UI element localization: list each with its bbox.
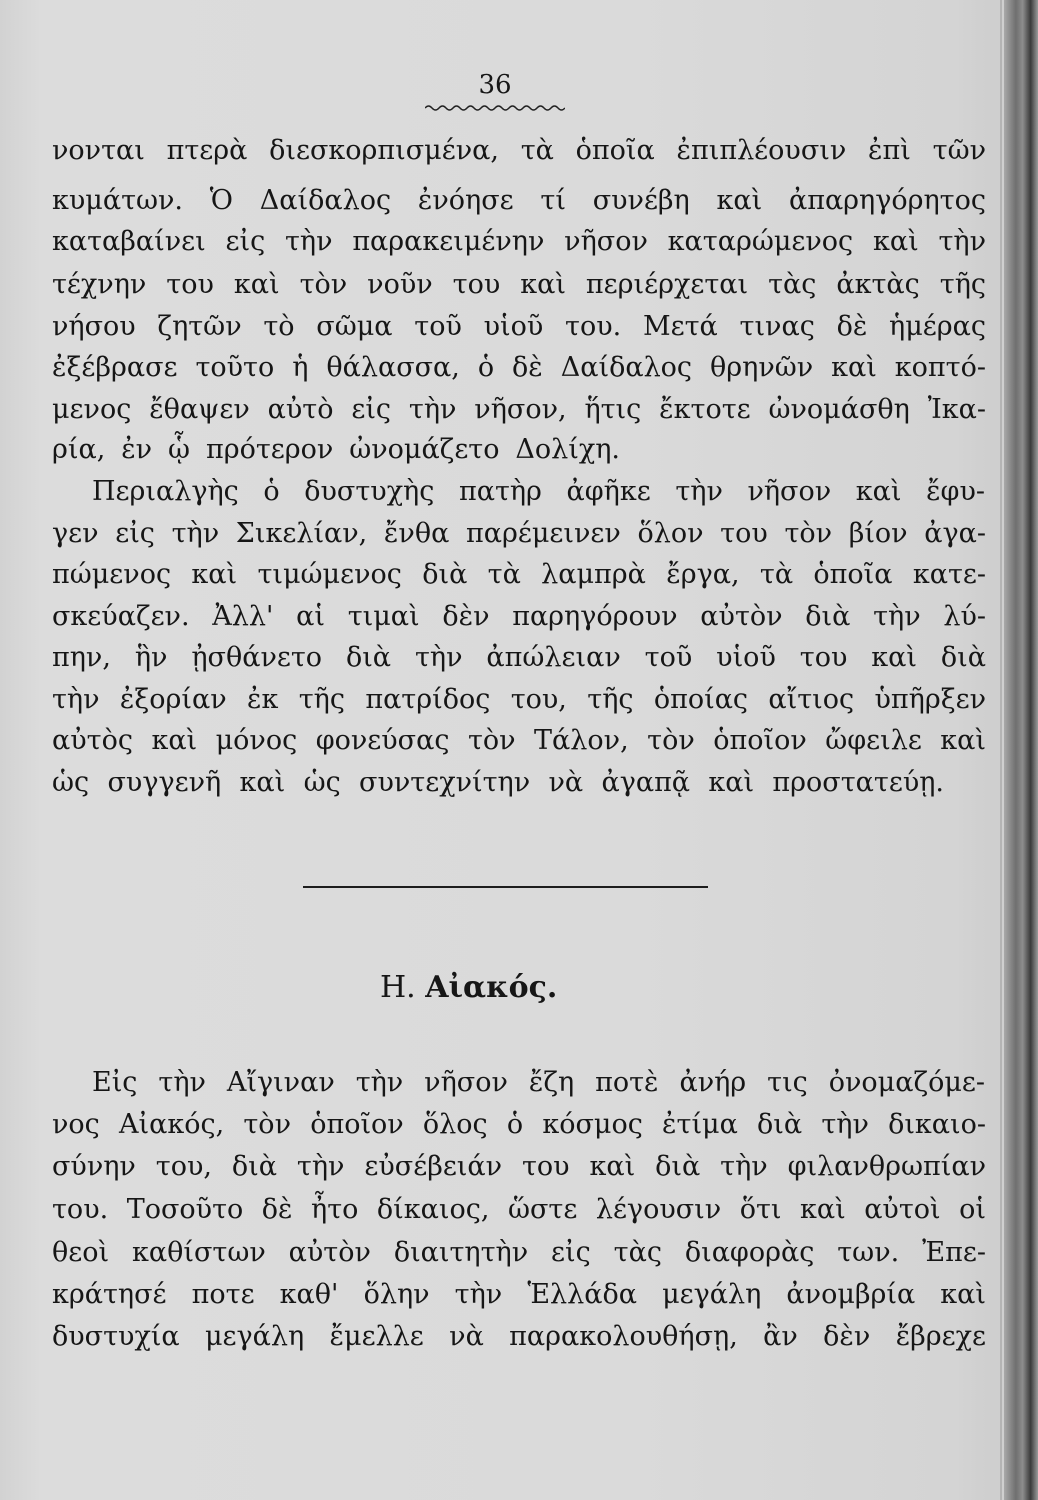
text-line: καταβαίνει εἰς τὴν παρακειμένην νῆσον καταρώμενος καὶ τὴν [52,226,986,257]
page-edge-line [1000,0,1002,1500]
text-line: του. Τοσοῦτο δὲ ἦτο δίκαιος, ὥστε λέγουσιν ὅτι καὶ αὐτοὶ οἱ [52,1194,986,1225]
text-line: μενος ἔθαψεν αὐτὸ εἰς τὴν νῆσον, ἥτις ἔκτοτε ὠνομάσθη Ἰκα- [52,394,986,425]
text-line: Εἰς τὴν Αἴγιναν τὴν νῆσον ἔζη ποτὲ ἀνήρ τις ὀνομαζόμε- [92,1067,985,1098]
text-line: νος Αἰακός, τὸν ὁποῖον ὅλος ὁ κόσμος ἐτίμα διὰ τὴν δικαιο- [52,1109,986,1140]
text-line: ὡς συγγενῆ καὶ ὡς συντεχνίτην νὰ ἀγαπᾷ καὶ προστατεύῃ. [52,767,944,798]
text-line: νήσου ζητῶν τὸ σῶμα τοῦ υἱοῦ του. Μετά τινας δὲ ἡμέρας [52,311,986,342]
page-number-wavy-rule [425,104,565,112]
text-line: τὴν ἐξορίαν ἐκ τῆς πατρίδος του, τῆς ὁποίας αἴτιος ὑπῆρξεν [52,684,986,715]
text-line: Περιαλγὴς ὁ δυστυχὴς πατὴρ ἀφῆκε τὴν νῆσον καὶ ἔφυ- [92,476,985,507]
text-line: κράτησέ ποτε καθ' ὅλην τὴν Ἑλλάδα μεγάλη ἀνομβρία καὶ [52,1279,986,1310]
text-line: σκεύαζεν. Ἀλλ' αἱ τιμαὶ δὲν παρηγόρουν αὐτὸν διὰ τὴν λύ- [52,601,986,632]
text-line: ρία, ἐν ᾧ πρότερον ὠνομάζετο Δολίχη. [52,434,620,465]
section-letter: Η. [380,970,416,1005]
page-number: 36 [478,70,512,100]
text-line: σύνην του, διὰ τὴν εὐσέβειάν του καὶ διὰ τὴν φιλανθρωπίαν [52,1151,986,1182]
text-line: δυστυχία μεγάλη ἔμελλε νὰ παρακολουθήσῃ, ἂν δὲν ἔβρεχε [52,1321,986,1352]
text-line: αὐτὸς καὶ μόνος φονεύσας τὸν Τάλον, τὸν ὁποῖον ὤφειλε καὶ [52,725,986,756]
section-divider [303,886,708,888]
text-line: θεοὶ καθίστων αὐτὸν διαιτητὴν εἰς τὰς διαφορὰς των. Ἐπε- [52,1237,986,1268]
book-spine-shadow [1004,0,1038,1500]
text-line: πώμενος καὶ τιμώμενος διὰ τὰ λαμπρὰ ἔργα, τὰ ὁποῖα κατε- [52,559,986,590]
section-title: Αἰακός. [425,970,558,1005]
text-line: τέχνην του καὶ τὸν νοῦν του καὶ περιέρχεται τὰς ἀκτὰς τῆς [52,269,986,300]
text-line: ἐξέβρασε τοῦτο ἡ θάλασσα, ὁ δὲ Δαίδαλος θρηνῶν καὶ κοπτό- [52,352,986,383]
text-line: πην, ἣν ᾐσθάνετο διὰ τὴν ἀπώλειαν τοῦ υἱοῦ του καὶ διὰ [52,642,986,673]
section-heading [380,968,640,1008]
text-line: κυμάτων. Ὁ Δαίδαλος ἐνόησε τί συνέβη καὶ ἀπαρηγόρητος [52,185,986,216]
text-line: νονται πτερὰ διεσκορπισμένα, τὰ ὁποῖα ἐπιπλέουσιν ἐπὶ τῶν [52,135,986,166]
text-line: γεν εἰς τὴν Σικελίαν, ἔνθα παρέμεινεν ὅλον του τὸν βίον ἀγα- [52,518,986,549]
